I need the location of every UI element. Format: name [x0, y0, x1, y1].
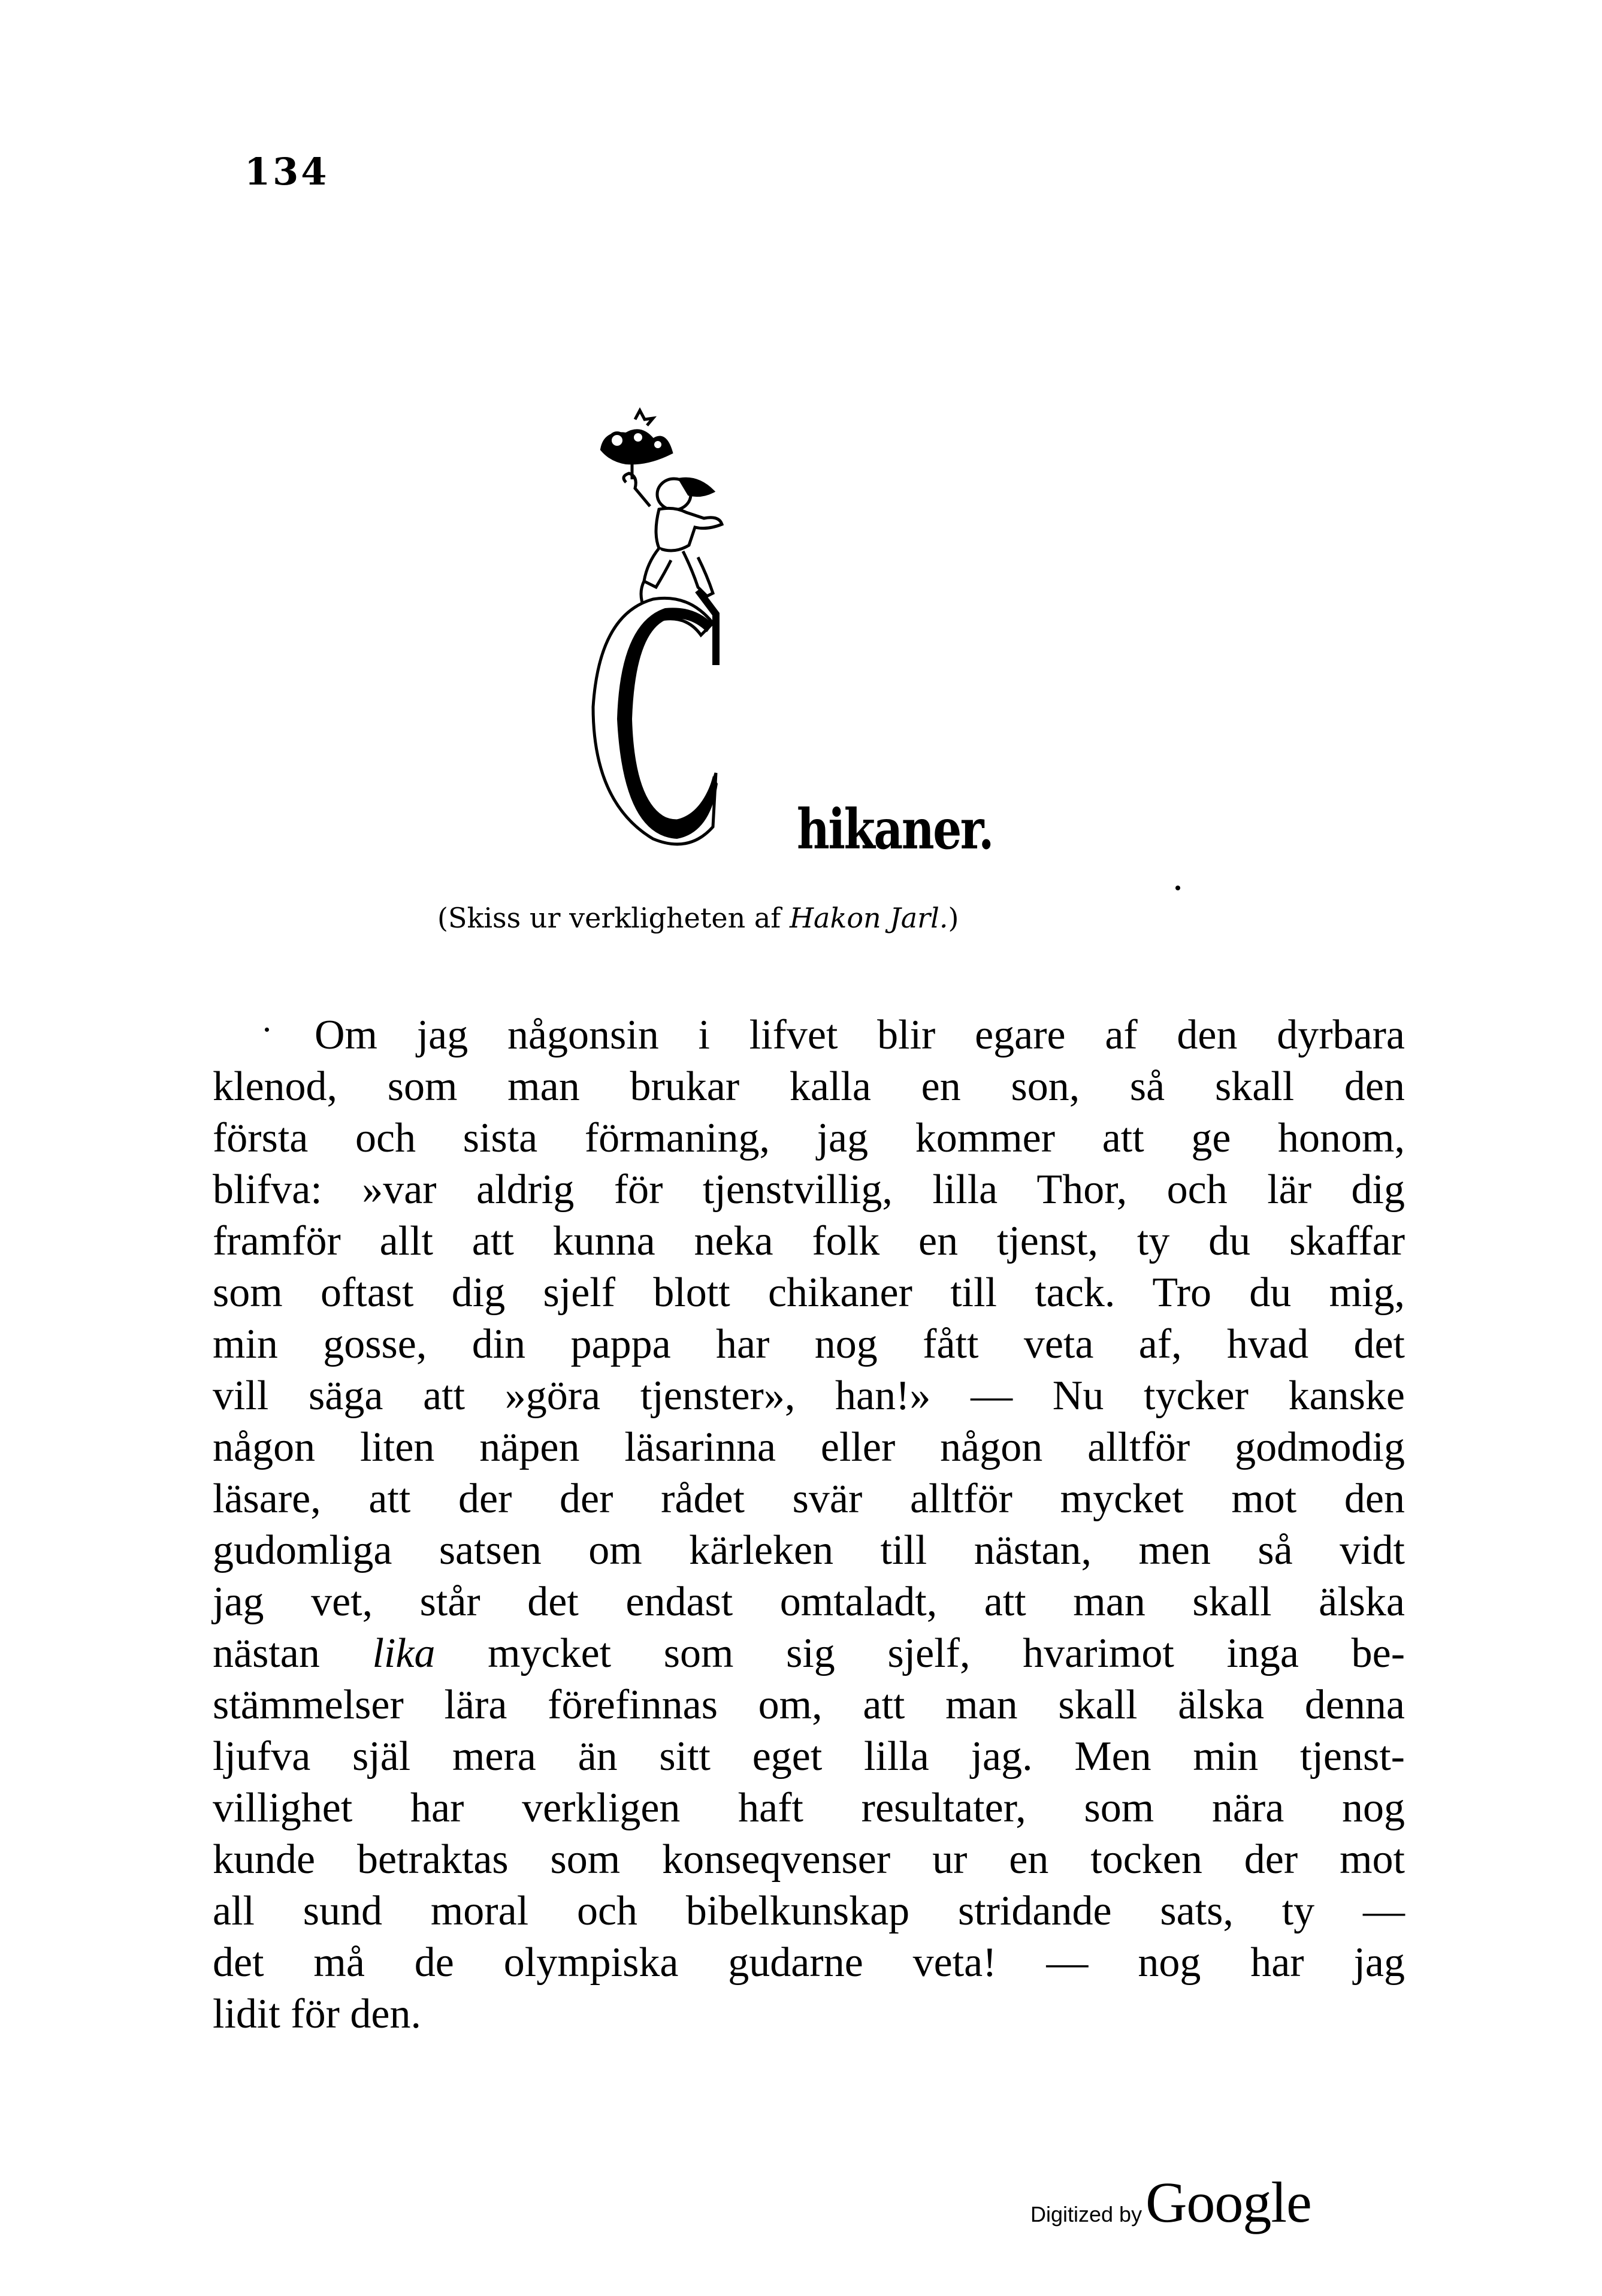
text-run: mycket som sig sjelf, hvarimot inga be-	[435, 1630, 1405, 1676]
text-line: min gosse, din pappa har nog fått veta af, hvad det	[213, 1321, 1405, 1367]
text-line: klenod, som man brukar kalla en son, så skall den	[213, 1064, 1405, 1110]
text-line: kunde betraktas som konseqvenser ur en tocken der mot	[213, 1836, 1405, 1883]
text-line: blifva: »var aldrig för tjenstvillig, lilla Thor, och lär dig	[213, 1167, 1405, 1213]
text-line: som oftast dig sjelf blott chikaner till tack. Tro du mig,	[213, 1270, 1405, 1316]
drop-cap-letter-c	[593, 598, 718, 844]
text-run: nästan	[213, 1630, 373, 1676]
digitized-label: Digitized by	[1030, 2202, 1142, 2226]
body-paragraph	[213, 1010, 1405, 2040]
text-line: villighet har verkligen haft resultater, som nära nog	[213, 1785, 1405, 1831]
text-line: lidit för den.	[213, 1991, 421, 2037]
text-line: stämmelser lära förefinnas om, att man skall älska denna	[213, 1682, 1405, 1728]
subtitle-suffix: )	[948, 902, 959, 934]
page-number: 134	[244, 150, 330, 194]
chapter-subtitle	[437, 902, 1216, 934]
chapter-title: hikaner.	[797, 797, 993, 862]
subtitle-author: Hakon Jarl.	[789, 902, 948, 934]
crown-icon	[602, 410, 671, 479]
text-line: gudomliga satsen om kärleken till nästan, men så vidt	[213, 1527, 1405, 1573]
google-logo-text: Google	[1145, 2170, 1311, 2234]
text-line: all sund moral och bibelkunskap stridande sats, ty —	[213, 1888, 1405, 1934]
text-line: Om jag någonsin i lifvet blir egare af den dyrbara	[315, 1012, 1405, 1058]
text-line: första och sista förmaning, jag kommer att ge honom,	[213, 1115, 1405, 1161]
text-line: jag vet, står det endast omtaladt, att man skall älska	[213, 1579, 1405, 1625]
text-line: framför allt att kunna neka folk en tjenst, ty du skaffar	[213, 1218, 1405, 1264]
text-line: vill säga att »göra tjenster», han!» — Nu tycker kanske	[213, 1373, 1405, 1419]
text-line: läsare, att der der rådet svär alltför mycket mot den	[213, 1476, 1405, 1522]
text-line: det må de olympiska gudarne veta! — nog har jag	[213, 1939, 1405, 1986]
subtitle-prefix: (Skiss ur verkligheten af	[437, 902, 790, 934]
text-line: någon liten näpen läsarinna eller någon alltför godmodig	[213, 1424, 1405, 1470]
text-line: ljufva själ mera än sitt eget lilla jag. Men min tjenst-	[213, 1733, 1405, 1780]
emphasis-lika: lika	[372, 1630, 436, 1676]
text-line-with-emphasis	[213, 1628, 1405, 1679]
drop-cap-jester-illustration	[569, 407, 809, 887]
digitized-by-google-watermark	[1030, 2169, 1311, 2235]
scan-speck	[1175, 886, 1180, 890]
